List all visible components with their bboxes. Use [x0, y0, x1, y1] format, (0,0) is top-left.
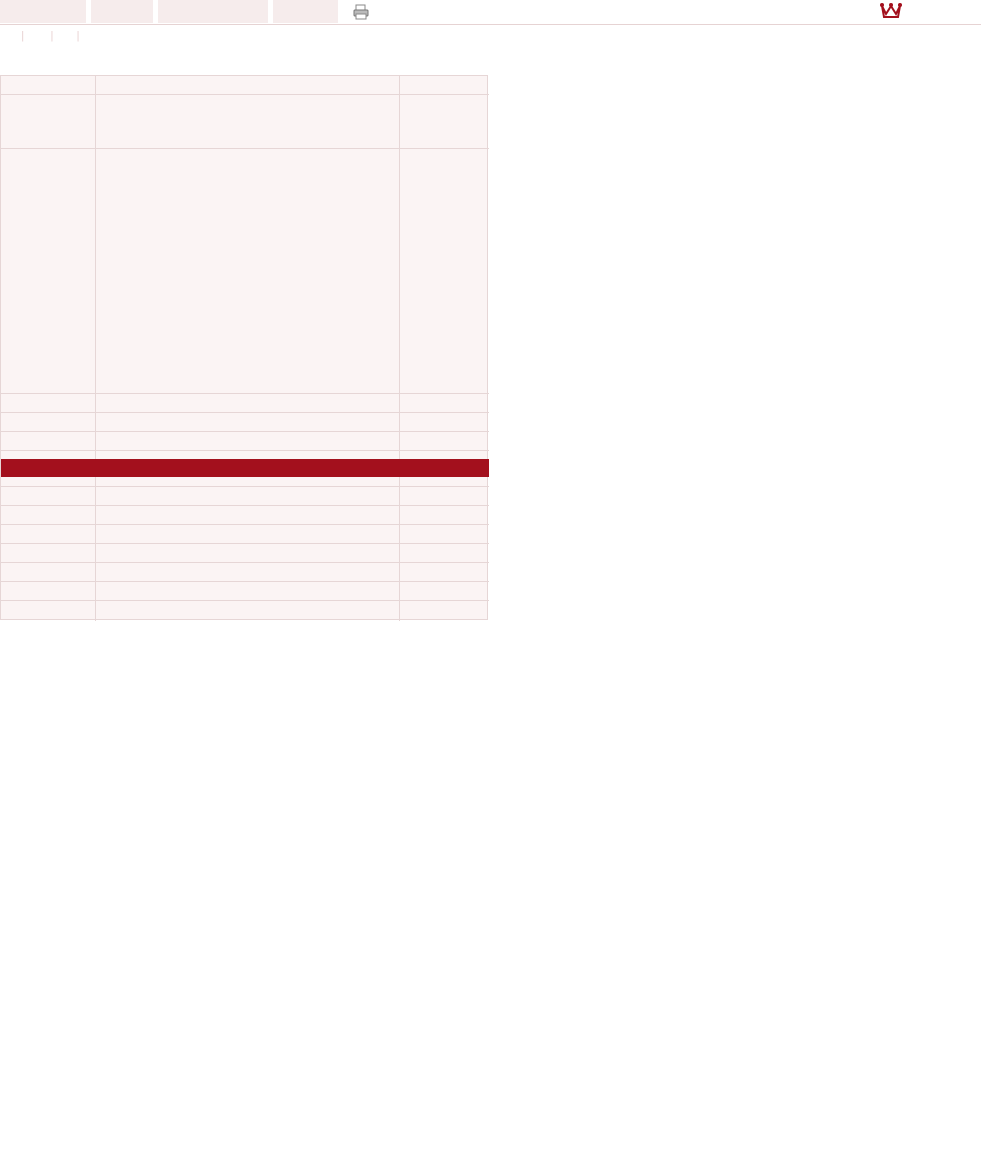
printer-icon[interactable] — [353, 4, 369, 23]
tab-zyklenuebersicht[interactable] — [158, 0, 268, 23]
cycle-chart-panel — [0, 75, 488, 620]
top-bar — [0, 0, 981, 25]
tab-statistik[interactable] — [273, 0, 338, 23]
zyklustag-row — [1, 459, 489, 477]
user-name — [0, 0, 86, 23]
crown-icon — [880, 2, 902, 23]
cycle-nav[interactable] — [91, 0, 153, 23]
cycle-info: | | | — [21, 30, 80, 42]
